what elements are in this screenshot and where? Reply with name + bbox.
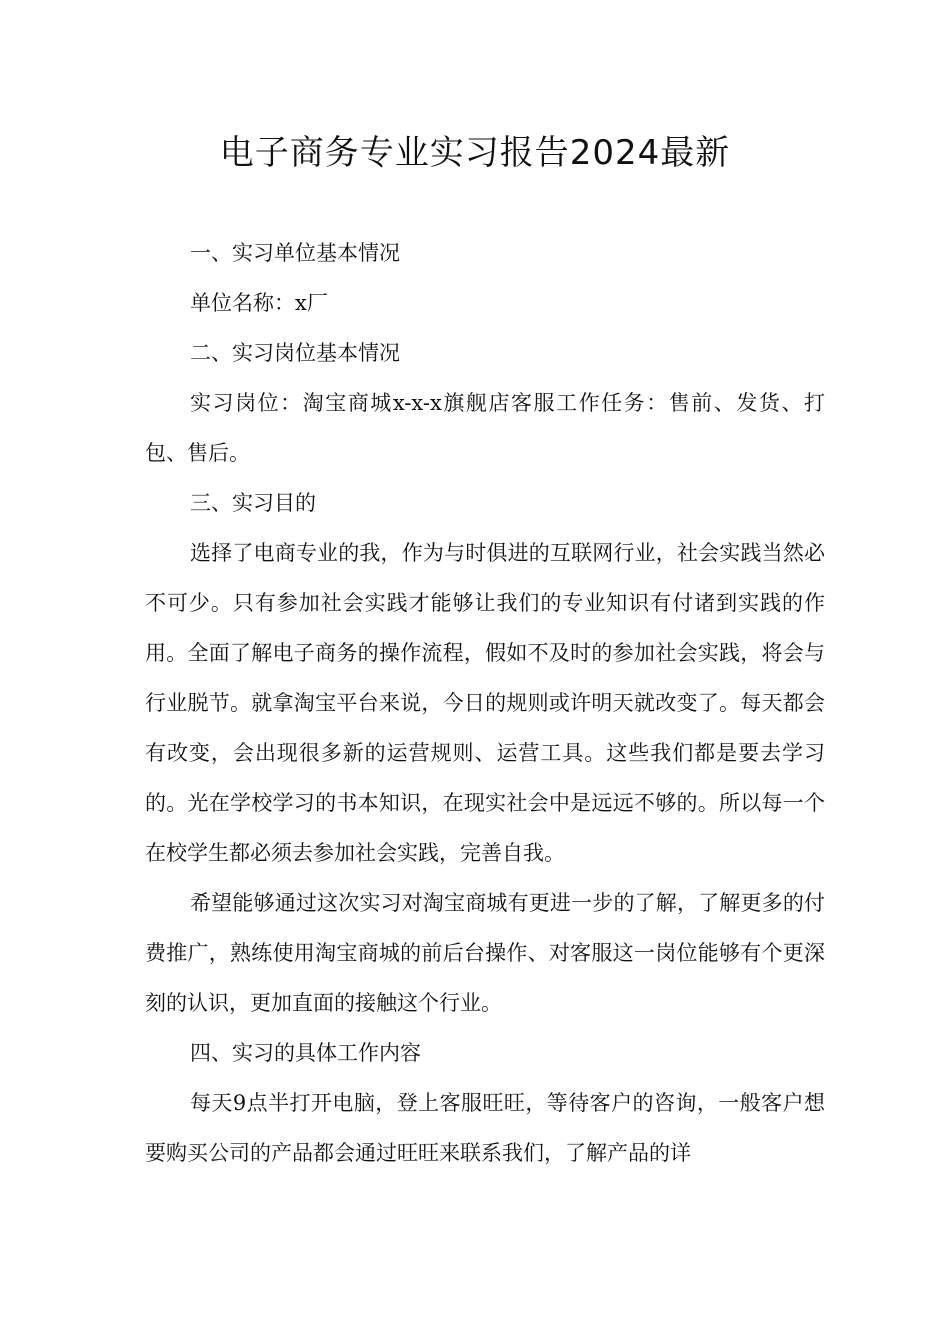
section-heading-unit: 一、实习单位基本情况 [190,241,400,265]
position-paragraph: 实习岗位：淘宝商城x-x-x旗舰店客服工作任务：售前、发货、打包、售后。 [145,391,825,465]
work-content-paragraph: 每天9点半打开电脑，登上客服旺旺，等待客户的咨询，一般客户想要购买公司的产品都会通过旺旺来联系我们，了解产品的详 [145,1091,825,1165]
section-heading-position: 二、实习岗位基本情况 [190,341,400,365]
unit-name-line: 单位名称：x厂 [190,291,328,315]
document-body [145,228,825,1178]
purpose-paragraph-2: 希望能够通过这次实习对淘宝商城有更进一步的了解，了解更多的付费推广，熟练使用淘宝商城的前后台操作、对客服这一岗位能够有个更深刻的认识，更加直面的接触这个行业。 [145,891,825,1015]
purpose-paragraph-1: 选择了电商专业的我，作为与时俱进的互联网行业，社会实践当然必不可少。只有参加社会实践才能够让我们的专业知识有付诸到实践的作用。全面了解电子商务的操作流程，假如不及时的参加社会实践，将会与行业脱节。就拿淘宝平台来说，今日的规则或许明天就改变了。每天都会有改变，会出现很多新的运营规则、运营工具。这些我们都是要去学习的。光在学校学习的书本知识，在现实社会中是远远不够的。所以每一个在校学生都必须去参加社会实践，完善自我。 [145,541,825,865]
section-heading-purpose: 三、实习目的 [190,491,316,515]
section-heading-work-content: 四、实习的具体工作内容 [190,1041,421,1065]
document-title: 电子商务专业实习报告2024最新 [219,133,731,173]
